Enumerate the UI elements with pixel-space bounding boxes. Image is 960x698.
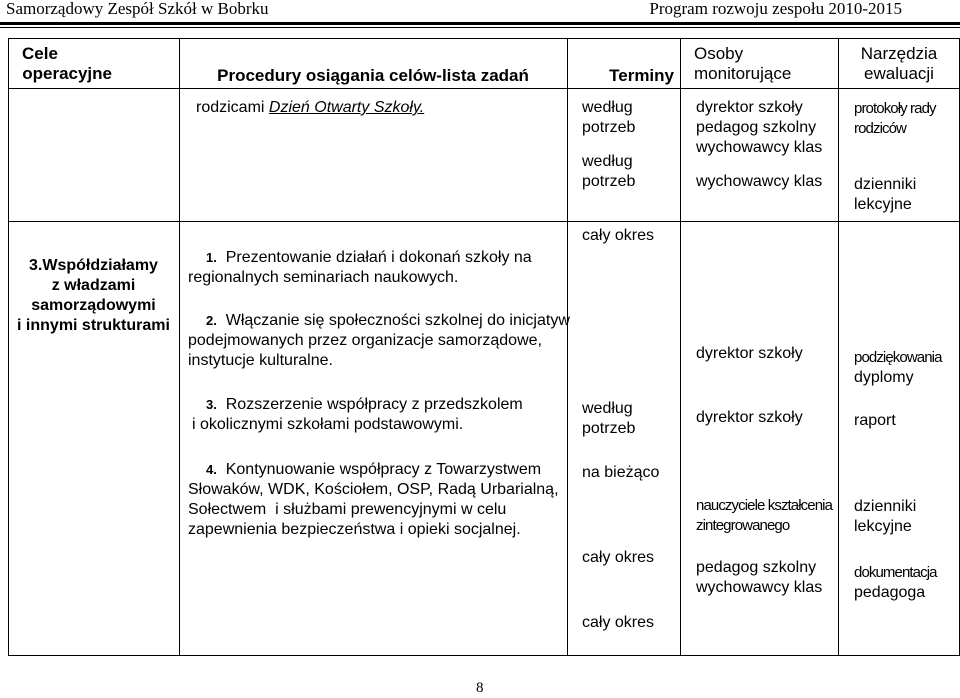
task-2-line-2: podejmowanych przez organizacje samorządowe, <box>188 332 542 349</box>
column-divider-3 <box>680 38 681 656</box>
tool-task-4-line-1: dzienniki <box>854 498 917 515</box>
top-task-prefix: rodzicami <box>196 99 269 116</box>
header-row-divider <box>8 88 960 89</box>
top-person-4: wychowawcy klas <box>696 173 823 190</box>
header-left: Samorządowy Zespół Szkół w Bobrku <box>6 0 269 18</box>
top-tool-4: lekcyjne <box>854 196 912 213</box>
header-right: Program rozwoju zespołu 2010-2015 <box>649 0 902 18</box>
task-3-line-2: i okolicznymi szkołami podstawowymi. <box>192 416 464 433</box>
top-tool-2: rodziców <box>854 120 906 137</box>
task-1-number: 1. <box>206 250 217 265</box>
column-header-narzedzia-line-1: Narzędzia <box>860 44 938 63</box>
task-1-line-1 <box>188 248 532 268</box>
term-task-4-line-3: cały okres <box>582 614 655 631</box>
person-task-4-line-2: zintegrowanego <box>696 517 790 534</box>
task-4-line-4: zapewnienia bezpieczeństwa i opieki socjalnej. <box>188 521 521 538</box>
top-task-link: Dzień Otwarty Szkoły. <box>268 99 425 116</box>
person-task-2: dyrektor szkoły <box>696 345 803 362</box>
tool-task-4-line-4: pedagoga <box>854 584 926 601</box>
column-divider-1 <box>179 38 180 656</box>
column-header-cele-line-2: operacyjne <box>22 64 112 83</box>
task-4-line-1 <box>188 460 559 480</box>
goal-line-2: z władzami <box>51 277 136 294</box>
column-header-osoby-line-1: Osoby <box>694 44 744 63</box>
goal-line-1: 3.Współdziałamy <box>29 257 158 274</box>
task-1-text-1: Prezentowanie działań i dokonań szkoły na <box>216 249 532 266</box>
column-header-osoby <box>680 44 838 84</box>
header-rule-thin <box>0 27 960 28</box>
header-rule-thick <box>0 22 960 25</box>
task-1-line-2: regionalnych seminariach naukowych. <box>188 269 459 286</box>
task-4-line-3: Sołectwem i służbami prewencyjnymi w celu <box>188 501 507 518</box>
tool-task-4-line-3: dokumentacja <box>854 564 937 581</box>
person-task-4-line-1: nauczyciele kształcenia <box>696 497 833 514</box>
column-header-osoby-line-2: monitorujące <box>694 64 792 83</box>
task-3-line-1 <box>188 395 523 415</box>
task-4 <box>188 460 559 540</box>
tool-task-4-line-2: lekcyjne <box>854 518 912 535</box>
column-header-terminy: Terminy <box>609 66 674 85</box>
top-term-3: według <box>582 153 633 170</box>
column-header-cele-line-1: Cele <box>22 44 58 63</box>
task-2-line-3: instytucje kulturalne. <box>188 352 333 369</box>
task-3-text-1: Rozszerzenie współpracy z przedszkolem <box>216 396 523 413</box>
column-divider-4 <box>838 38 839 656</box>
column-header-narzedzia <box>838 44 960 84</box>
goal-cell <box>8 256 179 336</box>
top-term-1: według <box>582 99 633 116</box>
top-person-1: dyrektor szkoły <box>696 99 803 116</box>
task-2-text-1: Włączanie się społeczności szkolnej do inicjatyw <box>216 312 570 329</box>
task-4-text-1: Kontynuowanie współpracy z Towarzystwem <box>216 461 542 478</box>
person-task-3: dyrektor szkoły <box>696 409 803 426</box>
task-2 <box>188 311 570 371</box>
term-task-4-line-2: cały okres <box>582 549 655 566</box>
top-term-2: potrzeb <box>582 119 636 136</box>
top-task <box>196 98 424 118</box>
task-1 <box>188 248 532 288</box>
top-person-3: wychowawcy klas <box>696 139 823 156</box>
goal-line-3: samorządowymi <box>31 297 156 314</box>
row-divider <box>8 221 960 222</box>
column-header-narzedzia-line-2: ewaluacji <box>864 64 934 83</box>
top-tool-3: dzienniki <box>854 176 917 193</box>
goal-line-4: i innymi strukturami <box>17 317 170 334</box>
page-number: 8 <box>476 680 484 696</box>
task-4-number: 4. <box>206 462 217 477</box>
tool-task-2-line-1: podziękowania <box>854 349 942 366</box>
tool-task-2-line-2: dyplomy <box>854 369 914 386</box>
term-task-1: cały okres <box>582 227 655 244</box>
task-2-number: 2. <box>206 313 217 328</box>
term-task-3-line-1: według <box>582 400 633 417</box>
term-task-4-line-1: na bieżąco <box>582 464 660 481</box>
term-task-3-line-2: potrzeb <box>582 420 636 437</box>
task-3 <box>188 395 523 435</box>
person-task-4-line-4: wychowawcy klas <box>696 579 823 596</box>
person-task-4-line-3: pedagog szkolny <box>696 559 817 576</box>
column-header-procedury: Procedury osiągania celów-lista zadań <box>217 66 529 85</box>
tool-task-3: raport <box>854 412 896 429</box>
task-2-line-1 <box>188 311 570 331</box>
top-term-4: potrzeb <box>582 173 636 190</box>
task-3-number: 3. <box>206 397 217 412</box>
top-tool-1: protokoły rady <box>854 100 936 117</box>
top-person-2: pedagog szkolny <box>696 119 817 136</box>
task-4-line-2: Słowaków, WDK, Kościołem, OSP, Radą Urbarialną, <box>188 481 559 498</box>
column-header-cele <box>0 44 112 84</box>
